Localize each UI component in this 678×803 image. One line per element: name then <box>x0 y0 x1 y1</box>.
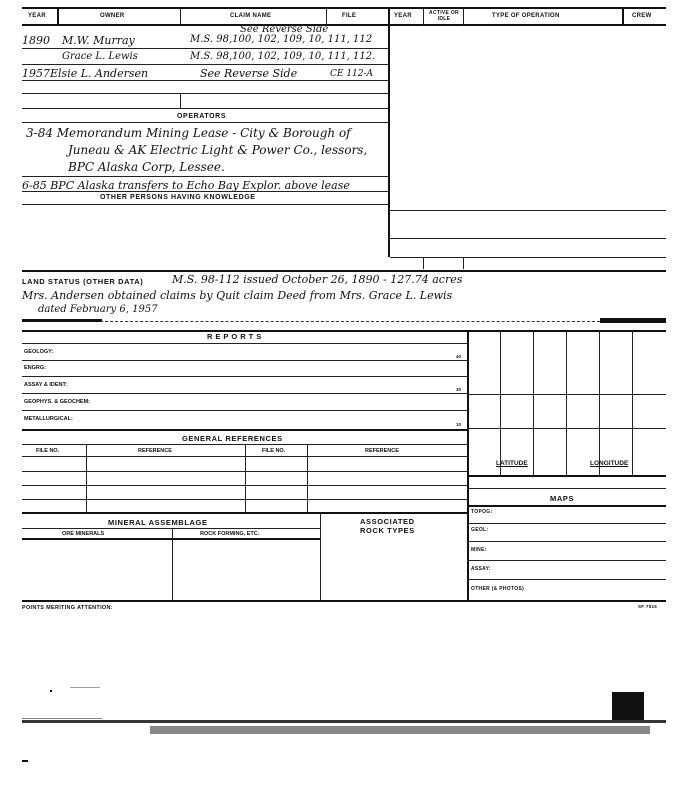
operator-line: BPC Alaska Corp, Lessee. <box>68 160 225 174</box>
points-rule <box>22 600 666 602</box>
header-bottom-rule <box>22 24 666 26</box>
report-num: 30 <box>456 387 462 392</box>
maps-rule <box>467 505 666 507</box>
header-divider <box>57 7 59 25</box>
reports-row <box>22 360 467 361</box>
scan-artifact <box>612 692 644 720</box>
land-status-line: Mrs. Andersen obtained claims by Quit claim Deed from Mrs. Grace L. Lewis <box>22 289 453 302</box>
latitude-label: LATITUDE <box>496 460 528 467</box>
scan-artifact <box>70 687 100 688</box>
reports-top-rule <box>22 330 666 332</box>
operator-line: Juneau & AK Electric Light & Power Co., lessors, <box>68 143 368 157</box>
maps-row-label: ASSAY: <box>471 566 491 572</box>
maps-title: MAPS <box>550 494 575 503</box>
owner-claim: M.S. 98,100, 102, 109, 10, 111, 112 <box>190 34 373 45</box>
row-divider <box>180 93 181 108</box>
refs-col: FILE NO. <box>36 448 60 454</box>
row-line <box>22 64 388 65</box>
grid-line <box>500 330 501 475</box>
owner-claim: M.S. 98,100, 102, 109, 10, 111, 112. <box>190 51 376 62</box>
right-rule <box>390 238 666 239</box>
mineral-divider <box>320 512 321 600</box>
col-active-idle: ACTIVE OR IDLE <box>429 10 459 22</box>
right-rule <box>390 257 666 258</box>
refs-col: FILE NO. <box>262 448 286 454</box>
maps-row <box>467 541 666 542</box>
maps-row-label: OTHER (& PHOTOS) <box>471 586 525 592</box>
grid-line <box>533 330 534 475</box>
operator-line: 3-84 Memorandum Mining Lease - City & Borough of <box>26 126 351 140</box>
reports-bottom-rule <box>22 429 467 431</box>
claim-note: See Reverse Side <box>240 24 329 35</box>
refs-bottom-rule <box>22 512 467 514</box>
smudge <box>600 318 666 323</box>
other-persons-label: OTHER PERSONS HAVING KNOWLEDGE <box>100 194 256 201</box>
col-year: YEAR <box>28 13 46 19</box>
scan-artifact <box>150 726 650 734</box>
longitude-label: LONGITUDE <box>590 460 629 467</box>
col-crew: CREW <box>632 13 652 19</box>
operators-label: OPERATORS <box>177 113 227 120</box>
scan-artifact <box>22 720 666 723</box>
maps-row <box>467 560 666 561</box>
header-divider <box>326 7 327 25</box>
refs-divider <box>307 444 308 512</box>
owner-name: Elsie L. Andersen <box>50 67 149 80</box>
land-status-label: LAND STATUS (OTHER DATA) <box>22 277 144 286</box>
row-line <box>22 48 388 49</box>
maps-row-label: TOPOG: <box>471 509 493 515</box>
grid-line <box>632 330 633 475</box>
row-line <box>22 108 388 109</box>
reports-row <box>22 393 467 394</box>
owner-year: 1890 <box>22 34 50 47</box>
operator-line: 6-85 BPC Alaska transfers to Echo Bay Explor. above lease <box>22 179 350 192</box>
mineral-assemblage-title: MINERAL ASSEMBLAGE <box>108 518 208 527</box>
operator-rule <box>22 176 388 177</box>
refs-col: REFERENCE <box>138 448 172 454</box>
other-persons-rule <box>22 204 388 205</box>
owner-file: CE 112-A <box>330 69 374 79</box>
right-divider <box>463 257 464 269</box>
owner-claim: See Reverse Side <box>200 67 298 80</box>
maps-row-label: GEOL: <box>471 527 489 533</box>
form-number: SF 7515 <box>638 604 658 609</box>
rock-types-label: ROCK TYPES <box>360 526 415 535</box>
latlong-bottom <box>467 475 666 477</box>
mineral-rule <box>22 528 320 529</box>
operators-rule <box>22 122 388 123</box>
report-num: 10 <box>456 422 462 427</box>
scan-artifact <box>22 718 102 719</box>
reports-title: REPORTS <box>207 332 265 341</box>
operator-rule <box>22 191 388 192</box>
header-divider <box>463 7 464 25</box>
grid-line <box>566 330 567 475</box>
row-line <box>22 93 388 94</box>
grid-line <box>599 330 600 475</box>
row-line <box>22 80 388 81</box>
report-row-label: METALLURGICAL: <box>24 416 73 422</box>
right-divider <box>423 257 424 269</box>
maps-row <box>467 579 666 580</box>
top-rule <box>22 7 666 9</box>
scan-artifact <box>22 760 28 762</box>
associated-label: ASSOCIATED <box>360 517 415 526</box>
report-row-label: GEOPHYS. & GEOCHEM: <box>24 399 91 405</box>
header-divider <box>423 7 424 25</box>
land-status-line: M.S. 98-112 issued October 26, 1890 - 127.74 acres <box>172 273 463 286</box>
rock-forming-label: ROCK FORMING, ETC. <box>200 531 260 537</box>
col-type-of-operation: TYPE OF OPERATION <box>492 13 560 19</box>
reports-row <box>22 376 467 377</box>
header-divider <box>388 7 390 257</box>
mineral-divider <box>172 528 173 600</box>
refs-divider <box>245 444 246 512</box>
owner-year: 1957 <box>22 67 50 80</box>
dashed-rule <box>100 321 600 322</box>
refs-col: REFERENCE <box>365 448 399 454</box>
mineral-rule <box>22 538 320 540</box>
report-row-label: ENGRG: <box>24 365 46 371</box>
ore-minerals-label: ORE MINERALS <box>62 531 105 537</box>
maps-row <box>467 523 666 524</box>
report-row-label: GEOLOGY: <box>24 349 54 355</box>
col-year-2: YEAR <box>394 13 412 19</box>
reports-row <box>22 410 467 411</box>
maps-rule <box>467 488 666 489</box>
col-file: FILE <box>342 13 357 19</box>
scan-artifact <box>50 690 52 692</box>
report-num: 40 <box>456 354 462 359</box>
reports-row <box>22 343 467 344</box>
report-row-label: ASSAY & IDENT: <box>24 382 68 388</box>
land-status-line: dated February 6, 1957 <box>38 304 158 315</box>
land-status-rule <box>22 270 666 272</box>
owner-name: M.W. Murray <box>62 34 135 47</box>
col-owner: OWNER <box>100 13 125 19</box>
refs-divider <box>86 444 87 512</box>
header-divider <box>180 7 181 25</box>
col-claim-name: CLAIM NAME <box>230 13 272 19</box>
general-references-title: GENERAL REFERENCES <box>182 434 283 443</box>
header-divider <box>622 7 624 25</box>
smudge <box>22 319 102 322</box>
right-rule <box>390 210 666 211</box>
maps-row-label: MINE: <box>471 547 487 553</box>
owner-name: Grace L. Lewis <box>62 51 138 62</box>
points-label: POINTS MERITING ATTENTION: <box>22 605 113 611</box>
